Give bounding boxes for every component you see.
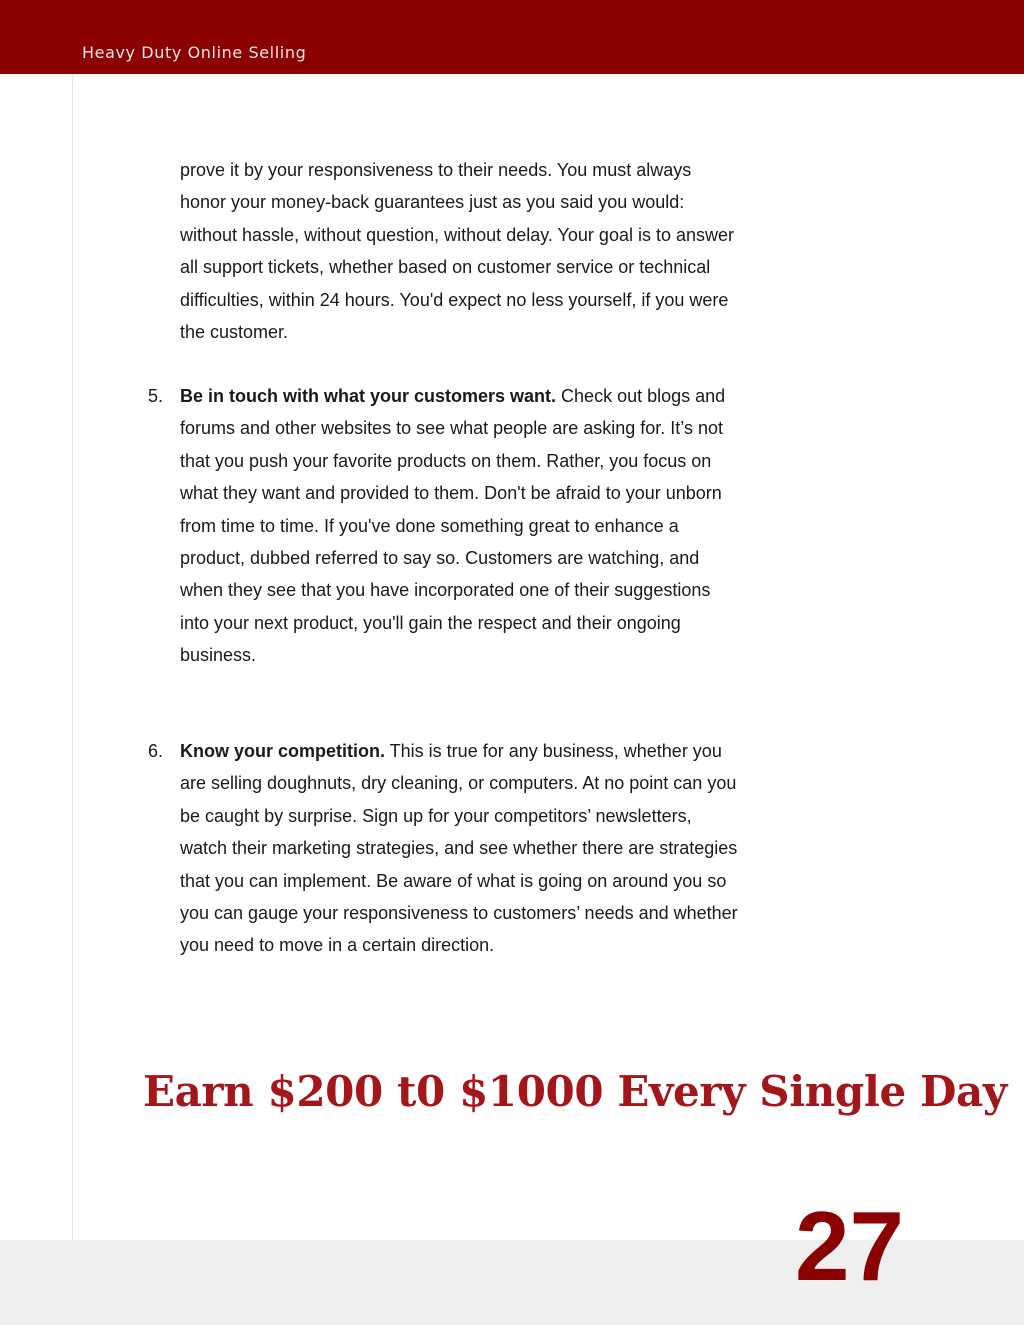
promo-heading: Earn $200 t0 $1000 Every Single Day bbox=[143, 1067, 1007, 1116]
intro-paragraph: prove it by your responsiveness to their needs. You must always honor your money-back guarantees just as you said you would: without hassle, without question, without delay. Your goal is to answer all support tickets, whether based on customer service or technical difficulties, within 24 hours. You'd expect no less yourself, if you were the customer. bbox=[180, 160, 735, 343]
list-item-text: Check out blogs and forums and other websites to see what people are asking for. It’s not that you push your favorite products on them. Rather, you focus on what they want and provided to them. Don't be afraid to your unborn from time to time. If you've done something great to enhance a product, dubbed referred to say so. Customers are watching, and when they see that you have incorporated one of their suggestions into your next product, you'll gain the respect and their ongoing business. bbox=[180, 386, 726, 666]
list-item-lead: Be in touch with what your customers want. bbox=[180, 386, 557, 406]
page-header bbox=[0, 0, 1024, 74]
list-item-text: This is true for any business, whether you are selling doughnuts, dry cleaning, or computers. At no point can you be caught by surprise. Sign up for your competitors’ newsletters, watch their marketing strategies, and see whether there are strategies that you can implement. Be aware of what is going on around you so you can gauge your responsiveness to customers’ needs and whether you need to move in a certain direction. bbox=[180, 741, 738, 956]
list-item-number: 6. bbox=[148, 741, 164, 761]
page-number: 27 bbox=[794, 1191, 904, 1301]
list-item-body bbox=[180, 380, 740, 672]
list-item-number: 5. bbox=[148, 386, 164, 406]
list-item-body bbox=[180, 735, 740, 962]
left-margin-rule bbox=[72, 74, 73, 1240]
list-item-lead: Know your competition. bbox=[180, 741, 385, 761]
header-title: Heavy Duty Online Selling bbox=[82, 43, 307, 62]
